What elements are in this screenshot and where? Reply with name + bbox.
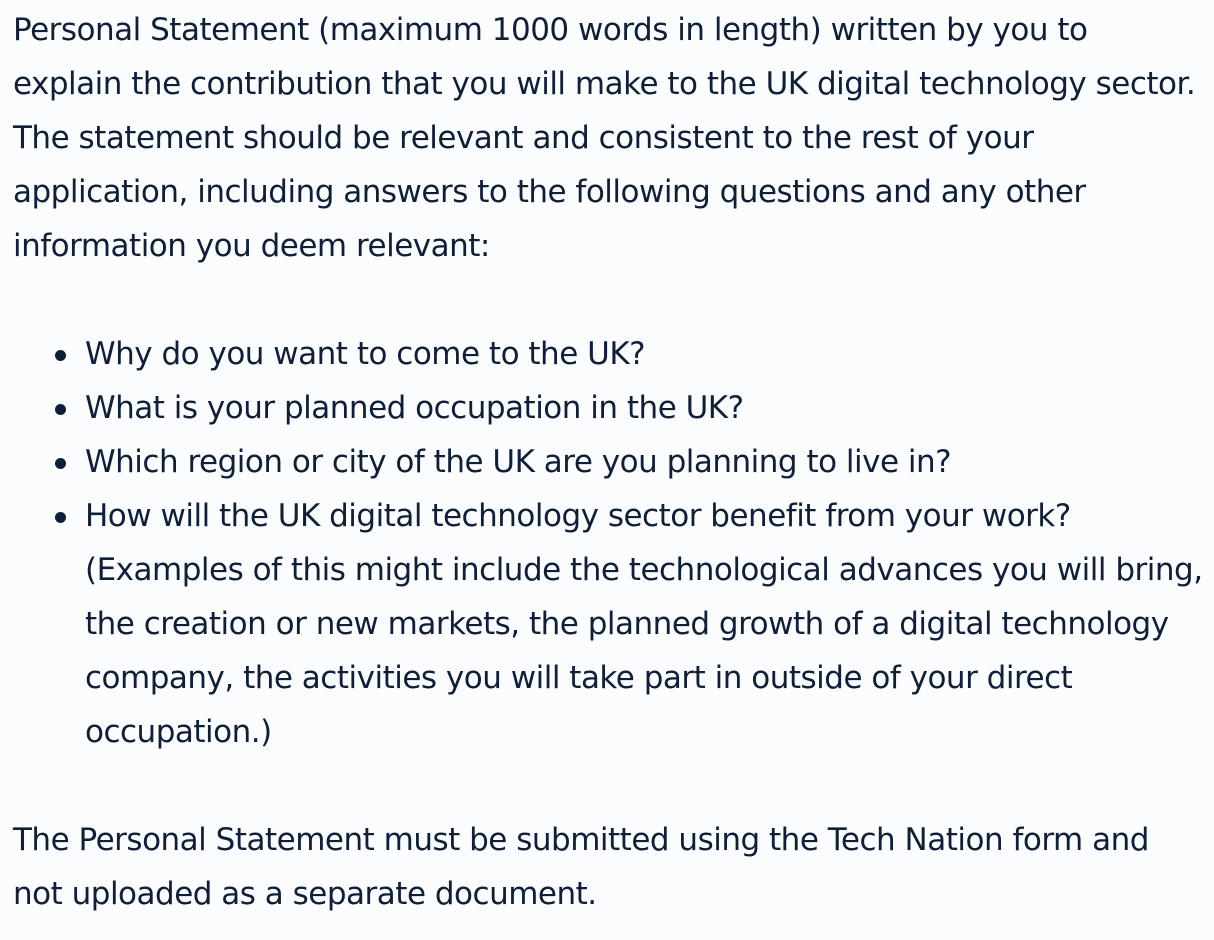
closing-paragraph: The Personal Statement must be submitted using the Tech Nation form and not uploaded as a separate document.: [13, 822, 1149, 912]
question-list: [13, 327, 1205, 759]
list-item: What is your planned occupation in the UK?: [85, 381, 1205, 435]
intro-paragraph: Personal Statement (maximum 1000 words in length) written by you to explain the contribution that you will make to the UK digital technology sector. The statement should be relevant and consistent to the rest of your application, including answers to the following questions and any other information you deem relevant:: [13, 12, 1196, 264]
document-body: [13, 3, 1205, 921]
list-item: How will the UK digital technology sector benefit from your work? (Examples of this might include the technological advances you will bring, the creation or new markets, the planned growth of a digital technology company, the activities you will take part in outside of your direct occupation.): [85, 489, 1205, 759]
list-item: Which region or city of the UK are you planning to live in?: [85, 435, 1205, 489]
list-item: Why do you want to come to the UK?: [85, 327, 1205, 381]
